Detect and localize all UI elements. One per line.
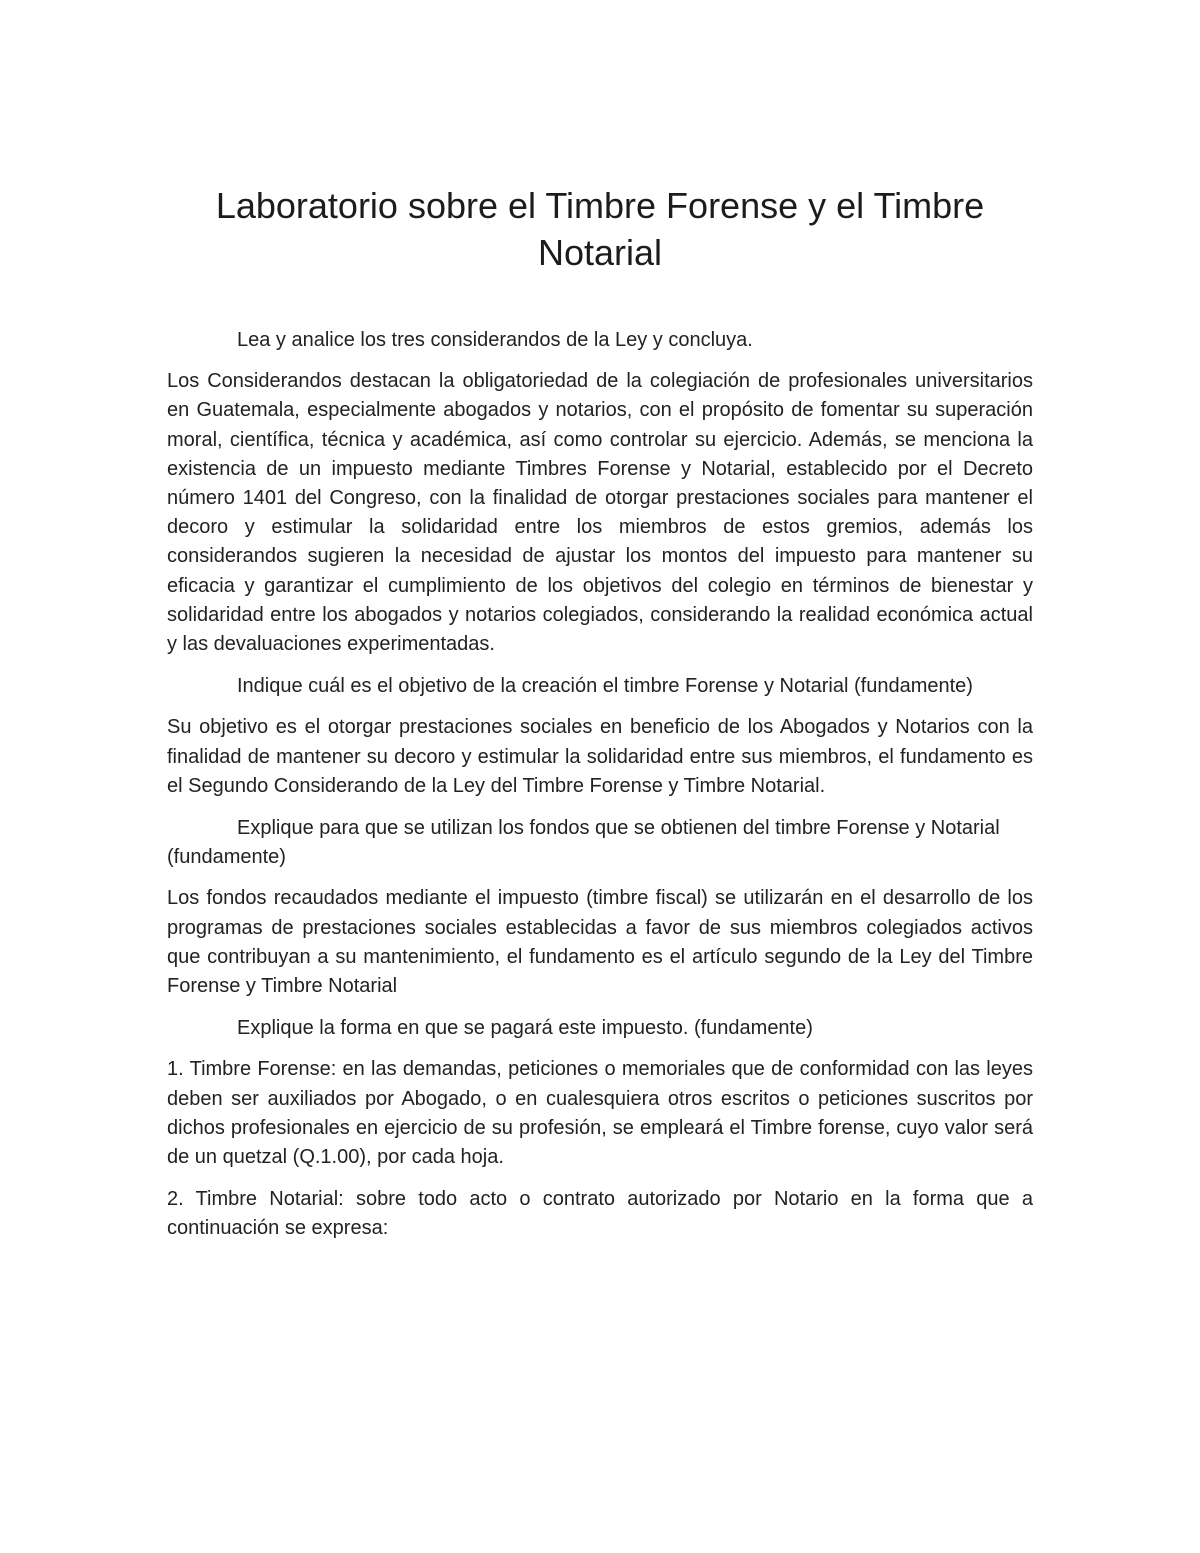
answer-1: Los Considerandos destacan la obligatoriedad de la colegiación de profesionales universitarios en Guatemala, especialmente abogados y notarios, con el propósito de fomentar su superación moral, científica, técnica y académica, así como controlar su ejercicio. Además, se menciona la existencia de un impuesto mediante Timbres Forense y Notarial, establecido por el Decreto número 1401 del Congreso, con la finalidad de otorgar prestaciones sociales para mantener el decoro y estimular la solidaridad entre los miembros de estos gremios, además los considerandos sugieren la necesidad de ajustar los montos del impuesto para mantener su eficacia y garantizar el cumplimiento de los objetivos del colegio en términos de bienestar y solidaridad entre los abogados y notarios colegiados, considerando la realidad económica actual y las devaluaciones experimentadas. bbox=[167, 370, 1033, 656]
answer-4-item-2: 2. Timbre Notarial: sobre todo acto o contrato autorizado por Notario en la forma que a continuación se expresa: bbox=[167, 1188, 1033, 1240]
answer-2: Su objetivo es el otorgar prestaciones sociales en beneficio de los Abogados y Notarios con la finalidad de mantener su decoro y estimular la solidaridad entre sus miembros, el fundamento es el Segundo Considerando de la Ley del Timbre Forense y Timbre Notarial. bbox=[167, 716, 1033, 797]
document-title: Laboratorio sobre el Timbre Forense y el Timbre Notarial bbox=[215, 185, 985, 273]
document-body bbox=[167, 182, 1033, 1257]
question-1: Lea y analice los tres considerandos de la Ley y concluya. bbox=[237, 329, 753, 351]
answer-4-item-1: 1. Timbre Forense: en las demandas, peticiones o memoriales que de conformidad con las leyes deben ser auxiliados por Abogado, o en cualesquiera otros escritos o peticiones suscritos por dichos profesionales en ejercicio de su profesión, se empleará el Timbre forense, cuyo valor será de un quetzal (Q.1.00), por cada hoja. bbox=[167, 1058, 1033, 1169]
question-2: Indique cuál es el objetivo de la creación el timbre Forense y Notarial (fundamente) bbox=[237, 675, 973, 698]
question-3: Explique para que se utilizan los fondos que se obtienen del timbre Forense y Notarial (fundamente) bbox=[167, 817, 1000, 869]
question-4: Explique la forma en que se pagará este impuesto. (fundamente) bbox=[237, 1017, 813, 1040]
answer-3: Los fondos recaudados mediante el impuesto (timbre fiscal) se utilizarán en el desarrollo de los programas de prestaciones sociales establecidas a favor de sus miembros colegiados activos que contribuyan a su mantenimiento, el fundamento es el artículo segundo de la Ley del Timbre Forense y Timbre Notarial bbox=[167, 887, 1033, 998]
